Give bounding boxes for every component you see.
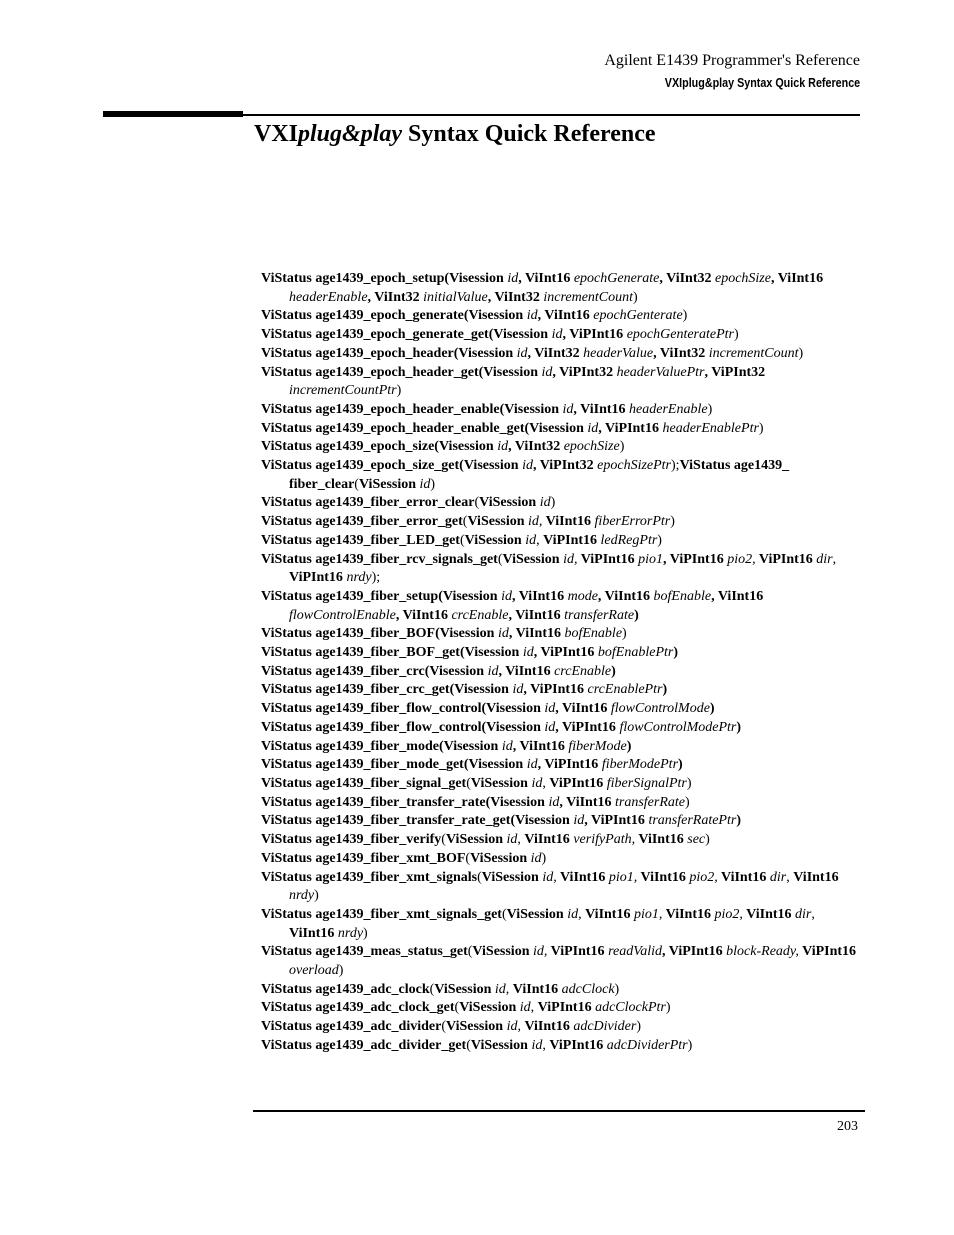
parameter-name: pio1, [608,869,638,885]
signature-text: ) [685,794,690,810]
signature-text: ViSession [470,850,531,866]
section-title-prefix: VXI [254,121,299,147]
function-signature [261,663,861,682]
parameter-name: overload [289,963,339,979]
signature-text: ( [441,832,446,848]
parameter-name: nrdy [346,570,372,586]
parameter-name: initialValue [423,289,488,305]
signature-text: ) [314,888,319,904]
signature-text: ViInt16 [662,906,715,922]
signature-text: ( [474,495,480,511]
parameter-name: block-Ready, [726,944,799,960]
parameter-name: headerEnablePtr [662,420,759,436]
parameter-name: fiberMode [568,738,627,754]
signature-text: ) [678,757,683,773]
signature-text: ) [733,327,739,343]
signature-text: ) [686,775,692,791]
signature-text: ) [633,289,638,305]
signature-text: , ViInt32 [659,271,715,286]
signature-text: ViSession [358,476,420,492]
parameter-name: id [497,626,509,642]
function-signature [261,326,861,345]
signature-text: ViStatus age1439_adc_clock [261,981,430,997]
parameter-name: id [487,663,499,679]
signature-text: ) [614,981,620,997]
signature-text: ViPInt16 [543,532,601,548]
parameter-name: headerEnable [629,401,708,417]
signature-text: , ViInt16 [573,401,630,417]
signature-text: ); [671,458,680,474]
signature-text: ( [454,1000,460,1016]
signature-text: ViStatus age1439_fiber_mode(Visession [261,738,502,754]
signature-text: , [542,1037,550,1053]
signature-text: , ViPInt32 [532,458,598,474]
signature-text: ViStatus age1439_epoch_header_enable_get(Visession [261,420,588,436]
section-title-suffix: Syntax Quick Reference [402,121,656,147]
signature-text: ) [619,439,625,455]
page-number: 203 [837,1119,858,1134]
signature-text: , ViInt16 [508,607,565,623]
signature-text: ViStatus age1439_epoch_generate(Visession [261,308,527,324]
parameter-name: adcClockPtr [595,1000,666,1016]
function-signature [261,401,861,420]
signature-text: ViSession [470,775,532,791]
parameter-name: transferRatePtr [648,813,737,829]
parameter-name: id [506,1019,518,1035]
parameter-name: id [530,850,542,866]
parameter-name: id [531,775,543,791]
section-title-italic: plug&play [298,121,403,147]
signature-text: , ViPInt16 [533,645,598,661]
parameter-name: adcClock [561,981,615,997]
parameter-name: id [419,476,431,492]
function-signature [261,364,861,401]
signature-text: ViStatus age1439_adc_divider [261,1019,442,1035]
signature-text: , ViPInt16 [598,420,663,436]
function-signature [261,756,861,775]
signature-text: ViStatus age1439_fiber_error_get [261,514,463,530]
parameter-name: id [551,327,563,343]
signature-text: ViStatus age1439_fiber_xmt_signals_get [261,906,502,922]
signature-text: ) [670,514,675,530]
signature-text: ) [673,645,679,661]
parameter-name: dir [795,906,812,922]
signature-text: ( [477,869,482,885]
parameter-name: headerValue [583,345,654,361]
signature-text: ) [709,701,715,717]
parameter-name: id, [528,514,543,530]
signature-text: , ViInt16 [508,626,565,642]
function-list [261,270,861,1056]
signature-text: ) [758,420,764,436]
parameter-name: pio2, [689,869,718,885]
signature-text: , ViInt32 [527,345,584,361]
function-signature [261,906,861,943]
signature-text: ViSession [434,981,495,997]
signature-text: ViStatus age1439_fiber_BOF(Visession [261,626,498,642]
parameter-name: dir [769,869,787,885]
signature-text: , ViInt16 [498,663,555,679]
function-signature [261,981,861,1000]
parameter-name: bofEnablePtr [597,645,674,661]
signature-text: , ViInt32 [508,439,564,455]
signature-text: ViStatus age1439_epoch_size_get(Visession [261,458,523,474]
signature-text: ( [462,514,468,530]
parameter-name: bofEnable [564,626,623,642]
signature-text: ( [466,775,471,791]
signature-text: , ViPInt16 [661,944,727,960]
parameter-name: crcEnablePtr [587,682,663,698]
function-signature [261,307,861,326]
signature-text: , [811,906,815,922]
parameter-name: id [512,682,524,698]
signature-text: , ViPInt16 [663,551,728,567]
signature-text: ) [665,1000,671,1016]
signature-text: ) [611,663,616,679]
function-signature [261,700,861,719]
parameter-name: bofEnable [653,588,712,604]
signature-text: ViStatus age1439_fiber_rcv_signals_get [261,551,498,567]
signature-text: ( [441,1019,446,1035]
signature-text: ) [550,495,556,511]
function-signature [261,681,861,700]
signature-text: ViStatus age1439_epoch_header_get(Visession [261,364,542,380]
signature-text: , ViInt16 [518,271,574,286]
signature-text: ( [465,850,471,866]
function-signature [261,812,861,831]
function-signature [261,943,861,980]
parameter-name: ledRegPtr [600,532,658,548]
parameter-name: crcEnable [554,663,612,679]
parameter-name: mode [567,588,598,604]
signature-text: ViStatus age1439_epoch_generate_get(Visession [261,327,552,343]
signature-text: ) [541,850,547,866]
parameter-name: epochSize [714,271,771,286]
function-signature [261,270,861,307]
signature-text: , [530,1000,538,1016]
signature-text: ViPInt16 [577,551,639,567]
signature-text: ViSession [467,514,529,530]
signature-text: ) [657,532,662,548]
signature-text: , [786,869,794,885]
parameter-name: readValid [608,944,662,960]
signature-text: ViStatus age1439_fiber_verify [261,832,442,848]
parameter-name: id [562,401,574,417]
parameter-name: epochSize [563,439,620,455]
parameter-name: id [522,458,533,474]
parameter-name: id [506,832,518,848]
signature-text: ViStatus age1439_fiber_mode_get(Visession [261,757,527,773]
signature-text: , ViInt16 [395,607,452,623]
signature-text: , ViInt16 [711,588,764,604]
parameter-name: pio2, [727,551,756,567]
parameter-name: fiberModePtr [601,757,679,773]
parameter-name: id [522,645,534,661]
parameter-name: pio1, [633,906,663,922]
signature-text: ViStatus age1439_epoch_header(Visession [261,345,517,361]
signature-text: ViInt16 [512,981,562,997]
parameter-name: id [587,420,599,436]
parameter-name: id [548,794,560,810]
signature-text: ) [636,1019,641,1035]
signature-text: ( [459,532,465,548]
parameter-name: flowControlModePtr [619,719,737,735]
parameter-name: incrementCount [543,289,634,305]
parameter-name: id [494,981,506,997]
parameter-name: id [501,738,513,754]
function-signature [261,1018,861,1037]
parameter-name: adcDividerPtr [606,1037,688,1053]
parameter-name: id [497,439,509,455]
signature-text: ViInt16 [637,869,690,885]
parameter-name: id [526,308,538,324]
signature-text: ViPInt16 [289,570,347,586]
signature-text: ViInt16 [635,832,688,848]
signature-text: ViSession [502,551,564,567]
function-signature [261,738,861,757]
signature-text: ViStatus age1439_fiber_flow_control(Visession [261,719,545,735]
signature-text: ) [687,1037,693,1053]
signature-text: ViPInt16 [537,1000,596,1016]
signature-text: , [517,832,525,848]
signature-text: , ViInt16 [770,271,824,286]
signature-text: ( [466,1037,471,1053]
parameter-name: epochGenteratePtr [626,327,734,343]
function-signature [261,513,861,532]
function-signature [261,625,861,644]
function-signature [261,999,861,1018]
signature-text: ); [371,570,381,586]
signature-text: ) [736,813,741,829]
parameter-name: pio2, [714,906,743,922]
signature-text: ViStatus age1439_fiber_xmt_signals [261,869,478,885]
parameter-name: fiberErrorPtr [594,514,671,530]
footer-rule [253,1110,865,1112]
parameter-name: flowControlEnable [289,607,396,623]
signature-text: ViInt16 [542,514,595,530]
signature-text: , ViInt32 [487,289,544,305]
signature-text: ) [682,308,688,324]
signature-text: ViSession [446,1019,507,1035]
signature-text: , [536,532,544,548]
signature-text: ViStatus age1439_fiber_crc_get(Visession [261,682,513,698]
parameter-name: nrdy [337,925,364,941]
section-title [254,121,656,148]
signature-text: ) [705,832,710,848]
parameter-name: incrementCountPtr [289,383,397,399]
function-signature [261,831,861,850]
signature-text: ViStatus age1439_meas_status_get [261,944,468,960]
signature-text: ViSession [479,495,540,511]
signature-text: ViSession [445,832,507,848]
signature-text: ViStatus age1439_fiber_BOF_get(Visession [261,645,523,661]
signature-text: ViInt16 [289,925,338,941]
parameter-name: id [516,345,528,361]
parameter-name: id [525,532,537,548]
signature-text: , ViInt16 [597,588,654,604]
signature-text: ViSession [464,532,526,548]
function-signature [261,551,861,588]
signature-text: ViStatus age1439_fiber_flow_control(Visession [261,701,545,717]
signature-text: ( [497,551,503,567]
parameter-name: flowControlMode [610,701,710,717]
signature-text: ViStatus age1439_epoch_header_enable(Visession [261,401,563,417]
signature-text: ViStatus age1439_fiber_crc(Visession [261,663,488,679]
parameter-name: id [519,1000,531,1016]
function-signature [261,457,861,494]
signature-text: ) [662,682,668,698]
signature-text: ViStatus age1439_fiber_setup(Visession [261,588,502,604]
running-header-title: Agilent E1439 Programmer's Reference [604,52,860,69]
signature-text: ViStatus age1439_fiber_transfer_rate(Visession [261,794,549,810]
parameter-name: adcDivider [573,1019,637,1035]
function-signature [261,1037,861,1056]
signature-text: ) [363,925,368,941]
signature-text: , ViInt16 [559,794,615,810]
signature-text: ViPInt16 [755,551,817,567]
parameter-name: epochGenterate [593,308,683,324]
parameter-name: id, [542,869,557,885]
signature-text: , ViPInt16 [562,327,627,343]
running-header-subtitle: VXIplug&play Syntax Quick Reference [664,76,860,90]
section-rule-thin [243,114,860,116]
signature-text: ViPInt16 [798,944,857,960]
function-signature [261,794,861,813]
function-signature [261,719,861,738]
signature-text: ViStatus age1439_fiber_error_clear [261,495,475,511]
parameter-name: transferRate [564,607,635,623]
signature-text: , ViPInt16 [584,813,649,829]
function-signature [261,494,861,513]
function-signature [261,532,861,551]
signature-text: ViSession [506,906,568,922]
signature-text: ) [430,476,436,492]
parameter-name: id [544,719,556,735]
function-signature [261,850,861,869]
signature-text: ViStatus age1439_fiber_xmt_BOF [261,850,466,866]
parameter-name: id [507,271,519,286]
parameter-name: headerValuePtr [616,364,705,380]
signature-text: ViPInt16 [549,1037,607,1053]
signature-text: ( [501,906,507,922]
signature-text: , ViInt32 [367,289,424,305]
parameter-name: verifyPath, [573,832,636,848]
parameter-name: crcEnable [451,607,509,623]
parameter-name: id [526,757,538,773]
parameter-name: id [539,495,551,511]
signature-text: ) [622,626,627,642]
parameter-name: id [573,813,585,829]
signature-text: ( [354,476,359,492]
signature-text: , [517,1019,525,1035]
signature-text: ViInt16 [556,869,609,885]
signature-text: ViStatus age1439_adc_clock_get [261,1000,455,1016]
function-signature [261,869,861,906]
signature-text: ViStatus age1439_fiber_LED_get [261,532,460,548]
signature-text: ViInt16 [524,832,574,848]
parameter-name: id [541,364,553,380]
function-signature [261,345,861,364]
signature-text: , [832,551,837,567]
signature-text: ) [338,963,344,979]
parameter-name: incrementCount [708,345,799,361]
parameter-name: id [531,1037,543,1053]
signature-text: ViStatus age1439_fiber_transfer_rate_get(Visession [261,813,574,829]
signature-text: ) [707,401,713,417]
signature-text: ViPInt16 [549,775,607,791]
parameter-name: epochGenerate [573,271,660,286]
signature-text: ViStatus age1439_adc_divider_get [261,1037,467,1053]
parameter-name: id [501,588,512,604]
signature-text: ViSession [472,944,533,960]
signature-text: ViSession [470,1037,532,1053]
function-signature [261,588,861,625]
signature-text: , [505,981,513,997]
signature-text: , ViPInt16 [523,682,588,698]
parameter-name: headerEnable [289,289,368,305]
signature-text: ViStatus age1439_fiber_signal_get [261,775,467,791]
signature-text: ViStatus age1439_epoch_setup(Visession [261,271,508,286]
signature-text: , ViInt16 [512,738,569,754]
signature-text: , ViPInt16 [555,719,620,735]
signature-text: , ViInt16 [555,701,611,717]
function-signature [261,420,861,439]
signature-text: ViSession [459,1000,520,1016]
signature-text: ViStatus age1439_ fiber_clear [289,458,790,492]
signature-text: ( [467,944,473,960]
parameter-name: id [544,701,556,717]
signature-text: , ViInt16 [537,308,594,324]
signature-text: ViSession [481,869,543,885]
signature-text: , ViPInt32 [704,364,766,380]
signature-text: , ViPInt16 [537,757,602,773]
function-signature [261,438,861,457]
parameter-name: transferRate [615,794,685,810]
function-signature [261,644,861,663]
signature-text: , [542,775,550,791]
parameter-name: dir [816,551,833,567]
signature-text: ) [736,719,742,735]
signature-text: ViPInt16 [547,944,609,960]
function-signature [261,775,861,794]
parameter-name: fiberSignalPtr [606,775,687,791]
signature-text: ViInt16 [793,869,839,885]
parameter-name: id, [567,906,582,922]
signature-text: ViStatus age1439_epoch_size(Visession [261,439,498,455]
section-rule-thick [103,111,243,117]
signature-text: ViInt16 [524,1019,574,1035]
signature-text: , ViInt32 [653,345,709,361]
signature-text: ( [429,981,435,997]
signature-text: , ViInt16 [511,588,568,604]
parameter-name: id, [563,551,578,567]
parameter-name: epochSizePtr [597,458,672,474]
signature-text: ) [626,738,632,754]
signature-text: , ViPInt32 [552,364,617,380]
parameter-name: nrdy [289,888,315,904]
signature-text: ViInt16 [717,869,770,885]
signature-text: ) [634,607,639,623]
signature-text: ) [396,383,402,399]
signature-text: ViInt16 [585,906,634,922]
parameter-name: sec [687,832,706,848]
parameter-name: id, [532,944,548,960]
signature-text: ) [798,345,804,361]
signature-text: ViInt16 [742,906,796,922]
parameter-name: pio1 [638,551,664,567]
